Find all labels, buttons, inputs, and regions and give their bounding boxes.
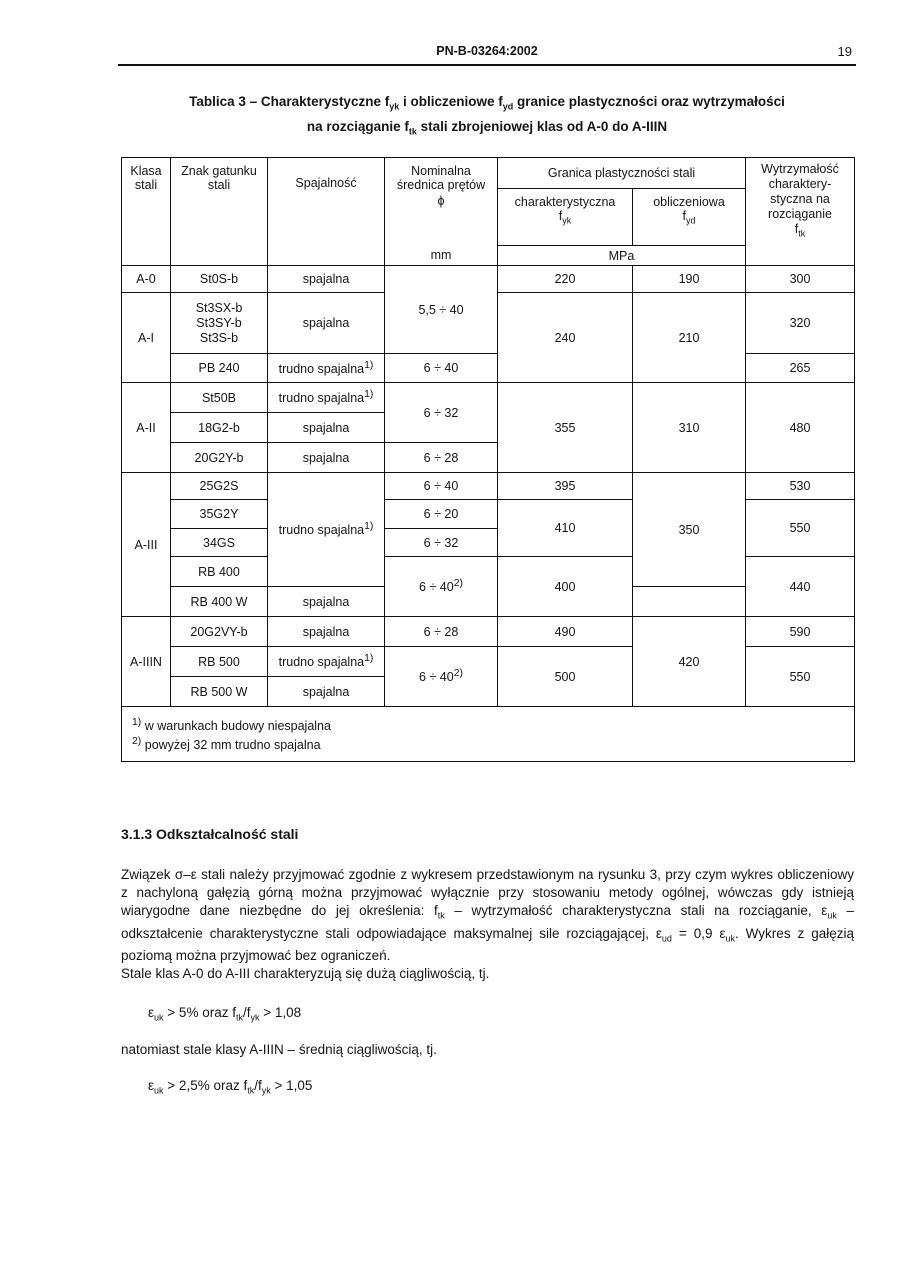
ftk-cell: 300: [746, 266, 855, 293]
table-caption: [118, 92, 856, 141]
col-header-wytrzymalosc: Wytrzymałość charaktery-styczna na rozciąganie $f_{tk}$: [746, 158, 855, 246]
fyk-cell: 220: [498, 266, 633, 293]
class-label: A-I: [122, 293, 171, 383]
col-header-obliczeniowa: obliczeniowa $f_{yd}$: [633, 189, 746, 246]
grade-cell: 34GS: [171, 529, 268, 557]
fyk-cell: 395: [498, 473, 633, 500]
formula-ductility-high: $\varepsilon_{uk} > 5\%$ oraz $f_{tk}/f_{yk} > 1,08$: [148, 1005, 302, 1023]
fyk-cell: 400: [498, 557, 633, 617]
weldability-cell: trudno spajalna$^{1)}$: [268, 354, 385, 383]
footnote-1: $^{1)}$ w warunkach budowy niespajalna: [132, 717, 331, 734]
weldability-cell: spajalna: [268, 266, 385, 293]
ftk-cell: 550: [746, 500, 855, 557]
grade-cell: RB 500: [171, 647, 268, 677]
weldability-cell: spajalna: [268, 443, 385, 473]
page-header: [118, 42, 856, 66]
ftk-cell: 320: [746, 293, 855, 354]
class-label: A-IIIN: [122, 617, 171, 707]
diameter-cell: 6 ÷ 40: [385, 354, 498, 383]
weldability-cell: trudno spajalna$^{1)}$: [268, 647, 385, 677]
diameter-cell: 5,5 ÷ 40: [385, 266, 498, 354]
ftk-cell: 265: [746, 354, 855, 383]
fyk-cell: 490: [498, 617, 633, 647]
section-heading: 3.1.3 Odkształcalność stali: [121, 826, 299, 842]
grade-cell: 35G2Y: [171, 500, 268, 529]
weldability-cell: spajalna: [268, 293, 385, 354]
diameter-cell: 6 ÷ 28: [385, 443, 498, 473]
ftk-cell: 590: [746, 617, 855, 647]
formula-ductility-medium: $\varepsilon_{uk} > 2,5\%$ oraz $f_{tk}/f_{yk} > 1,05$: [148, 1078, 313, 1096]
phi-symbol: ϕ: [437, 194, 445, 208]
table-footnotes: [122, 707, 855, 762]
diameter-cell: 6 ÷ 32: [385, 383, 498, 443]
fyk-cell: 240: [498, 293, 633, 383]
paragraph-stress-strain: Związek σ–ε stali należy przyjmować zgodnie z wykresem przedstawionym na rysunku 3, przy czym wykres obliczeniowy z nachyloną gałęzią górną można przyjmować wyłącznie przy stosowaniu metody ogólnej, wówczas gdy istnieją wiarygodne dane niezbędne do jej określenia: $f_{tk}$ – wytrzymałość charakterystyczna stali na rozciąganie, $\varepsilon_{uk}$ – odkształcenie charakterystyczne stali odpowiadające maksymalnej sile rozciągającej, $\varepsilon_{ud} = 0,9$ $\varepsilon_{uk}$. Wykres z gałęzią poziomą można przyjmować bez ograniczeń.: [121, 867, 854, 964]
standard-number: PN-B-03264:2002: [436, 44, 538, 58]
grade-cell: PB 240: [171, 354, 268, 383]
diameter-cell: $6 \div 40^{2)}$: [385, 557, 498, 617]
caption-line-2: na rozciąganie $f_{tk}$ stali zbrojeniowej klas od A-0 do A-IIIN: [306, 118, 668, 137]
fyd-cell: 310: [633, 383, 746, 473]
weldability-cell: spajalna: [268, 677, 385, 707]
ftk-cell: 440: [746, 557, 855, 617]
unit-mpa: MPa: [498, 246, 746, 266]
grade-cell: 25G2S: [171, 473, 268, 500]
grade-cell: 20G2VY-b: [171, 617, 268, 647]
weldability-cell: spajalna: [268, 413, 385, 443]
fyd-cell: 210: [633, 293, 746, 383]
diameter-cell: 6 ÷ 32: [385, 529, 498, 557]
diameter-cell: 6 ÷ 28: [385, 617, 498, 647]
weldability-cell: trudno spajalna$^{1)}$: [268, 383, 385, 413]
col-header-granica: Granica plastyczności stali: [498, 158, 746, 189]
class-label: A-0: [122, 266, 171, 293]
weldability-cell: spajalna: [268, 587, 385, 617]
class-label: A-III: [122, 473, 171, 617]
ftk-cell: 550: [746, 647, 855, 707]
fyd-cell: 420: [633, 617, 746, 707]
paragraph-ductility-medium: natomiast stale klasy A-IIIN – średnią ciągliwością, tj.: [121, 1042, 437, 1057]
weldability-cell: spajalna: [268, 617, 385, 647]
grade-cell: RB 400 W: [171, 587, 268, 617]
steel-properties-table: [121, 157, 855, 762]
caption-line-1: Tablica 3 – Charakterystyczne $f_{yk}$ i obliczeniowe $f_{yd}$ granice plastyczności oraz wytrzymałości: [189, 94, 785, 112]
grade-cell: RB 500 W: [171, 677, 268, 707]
diameter-cell: $6 \div 40^{2)}$: [385, 647, 498, 707]
col-header-spajalnosc: Spajalność: [268, 158, 385, 246]
fyk-cell: 410: [498, 500, 633, 557]
grade-cell: St0S-b: [171, 266, 268, 293]
grade-cell: 20G2Y-b: [171, 443, 268, 473]
col-header-charakterystyczna: charakterystyczna $f_{yk}$: [498, 189, 633, 246]
fyk-cell: 355: [498, 383, 633, 473]
col-header-klasa: Klasa stali: [122, 158, 171, 246]
footnote-2: $^{2)}$ powyżej 32 mm trudno spajalna: [132, 736, 321, 753]
grade-cell: RB 400: [171, 557, 268, 587]
class-label: A-II: [122, 383, 171, 473]
paragraph-ductility-high: Stale klas A-0 do A-III charakteryzują się dużą ciągliwością, tj.: [121, 966, 490, 981]
diameter-cell: 6 ÷ 20: [385, 500, 498, 529]
ftk-cell: 530: [746, 473, 855, 500]
col-header-znak: Znak gatunku stali: [171, 158, 268, 246]
fyd-cell: 350: [633, 473, 746, 587]
fyk-cell: 500: [498, 647, 633, 707]
unit-mm: mm: [385, 246, 498, 266]
fyd-cell: 190: [633, 266, 746, 293]
diameter-cell: 6 ÷ 40: [385, 473, 498, 500]
weldability-cell: trudno spajalna$^{1)}$: [268, 473, 385, 587]
ftk-cell: 480: [746, 383, 855, 473]
col-header-nominalna: Nominalna średnica prętów ϕ: [385, 158, 498, 246]
grade-cell: 18G2-b: [171, 413, 268, 443]
grade-cell: St50B: [171, 383, 268, 413]
page-number: 19: [837, 44, 852, 59]
grade-cell: St3SX-b St3SY-b St3S-b: [171, 293, 268, 354]
